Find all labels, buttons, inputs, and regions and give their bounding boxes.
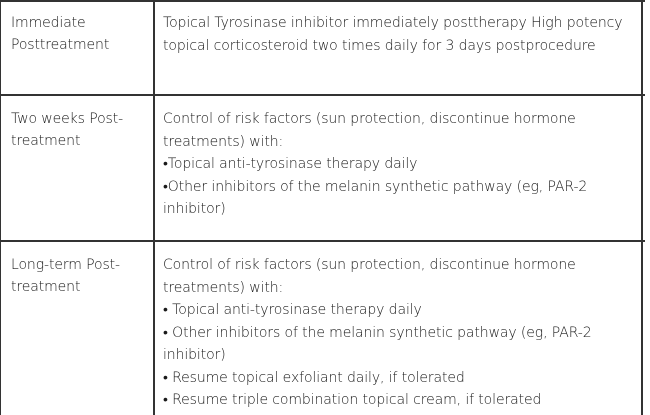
- row-content: [163, 254, 633, 412]
- content-paragraph: Control of risk factors (sun protection, discontinue hormone treatments) with:: [163, 257, 576, 296]
- content-paragraph: Topical Tyrosinase inhibitor immediately posttherapy High potency topical corticosteroid two times daily for 3 days postprocedure: [163, 15, 623, 54]
- row-content-cell: [155, 96, 643, 242]
- table-row: [0, 96, 650, 242]
- row-label: Long-term Post-treatment: [11, 257, 120, 295]
- row-label-cell: [0, 242, 155, 415]
- content-bullet: • Resume topical exfoliant daily, if tolerated: [163, 369, 465, 386]
- row-content: [163, 108, 633, 221]
- row-content-cell: [155, 242, 643, 415]
- content-paragraph: Control of risk factors (sun protection, discontinue hormone treatments) with:: [163, 111, 576, 150]
- row-content-cell: [155, 0, 643, 96]
- row-label: Immediate Posttreatment: [11, 15, 110, 53]
- content-bullet: •Topical anti-tyrosinase therapy daily: [163, 156, 418, 172]
- content-bullet: • Topical anti-tyrosinase therapy daily: [163, 302, 422, 318]
- row-content: [163, 12, 633, 57]
- table-top-border: [0, 0, 645, 2]
- table-row: [0, 242, 650, 415]
- row-label-cell: [0, 0, 155, 96]
- content-bullet: • Other inhibitors of the melanin synthetic pathway (eg, PAR-2 inhibitor): [163, 324, 592, 363]
- table-row: [0, 0, 650, 96]
- row-label: Two weeks Post-treatment: [11, 111, 124, 149]
- content-bullet: • Resume triple combination topical cream, if tolerated: [163, 392, 542, 408]
- content-bullet: •Other inhibitors of the melanin synthetic pathway (eg, PAR-2 inhibitor): [163, 178, 588, 217]
- row-label-cell: [0, 96, 155, 242]
